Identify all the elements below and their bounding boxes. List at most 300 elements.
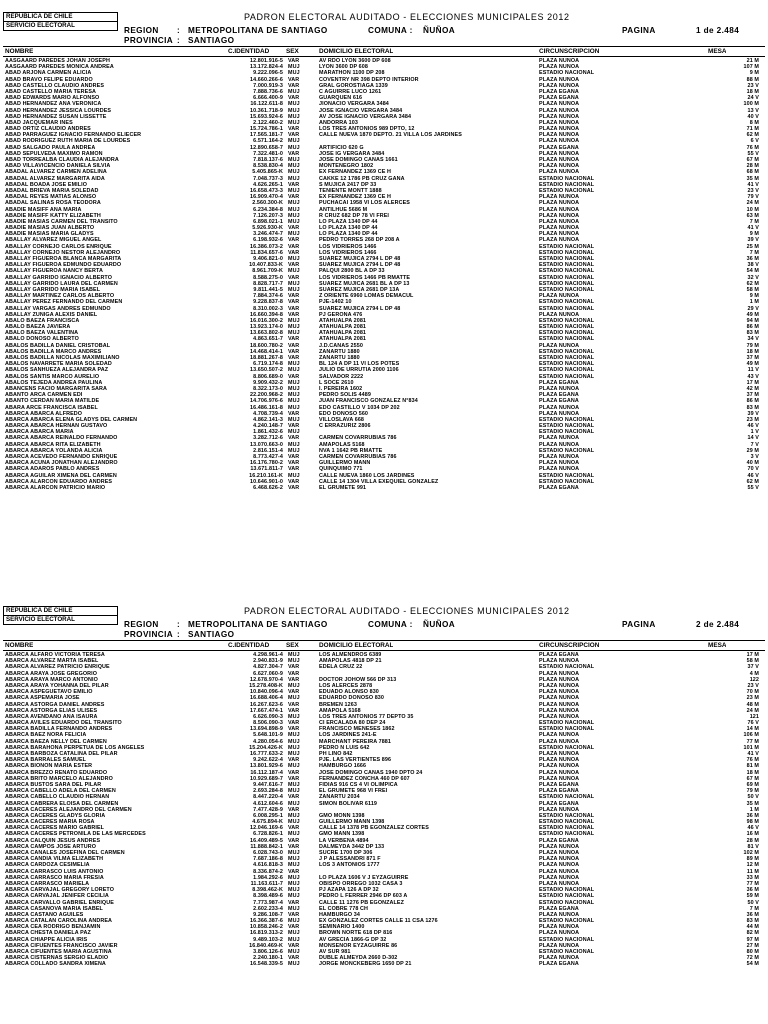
cell-sex: VAR (288, 249, 300, 256)
cell-cidentidad: 6.028.743-0 (253, 850, 283, 856)
cell-circunscripcion: ESTADIO NACIONAL (539, 249, 595, 256)
cell-cidentidad: 16.267.623-6 (250, 701, 283, 708)
table-header (3, 46, 765, 57)
cell-mesa: 68 M (746, 169, 759, 176)
seal-line-republica: REPUBLICA DE CHILE (6, 607, 73, 614)
cell-circunscripcion: ESTADIO NACIONAL (539, 305, 595, 312)
cell-sex: MUJ (288, 286, 300, 293)
cell-nombre: ABARCA CANALES JOSEFINA DEL CARMEN (5, 850, 125, 856)
col-header-domicilio: DOMICILIO ELECTORAL (319, 48, 394, 55)
cell-nombre: ABARCA ABARCA ALFREDO (5, 410, 83, 417)
cell-mesa: 67 M (746, 157, 759, 163)
cell-cidentidad: 12.046.169-6 (250, 825, 283, 832)
cell-cidentidad: 7.322.481-0 (253, 150, 283, 157)
cell-domicilio: LO PLAZA 1340 DP 44 (319, 231, 378, 238)
cell-sex: MUJ (288, 918, 300, 925)
cell-mesa: 83 M (746, 404, 759, 411)
cell-cidentidad: 10.646.901-0 (250, 478, 283, 485)
cell-mesa: 107 M (743, 64, 759, 71)
cell-sex: MUJ (288, 893, 300, 900)
cell-circunscripcion: PLAZA ÑUÑOA (539, 769, 580, 776)
cell-domicilio: EL COBRE 778 CH (319, 905, 369, 912)
cell-sex: MUJ (288, 280, 300, 287)
cell-mesa: 63 M (746, 212, 759, 219)
cell-nombre: ABARCA ALVAREZ MARTA ISABEL (5, 658, 99, 665)
cell-nombre: ABANTO ARCA CARMEN EDI (5, 392, 83, 399)
cell-domicilio: PEDRO L FERRER 2946 DP 603 A (319, 893, 408, 900)
cell-domicilio: ATAHUALPA 2081 (319, 317, 367, 324)
cell-cidentidad: 16.122.611-8 (250, 101, 283, 108)
cell-nombre: ABAD EDWARDS MARIO ALFONSO (5, 95, 100, 102)
cell-mesa: 58 M (746, 658, 759, 665)
cell-domicilio: ANDORRA 103 (319, 119, 358, 126)
cell-circunscripcion: PLAZA ÑUÑOA (539, 385, 580, 392)
cell-nombre: ABALO DONOSO ALBERTO (5, 336, 79, 343)
cell-sex: MUJ (288, 361, 300, 368)
cell-sex: VAR (288, 466, 300, 473)
cell-nombre: ABARCA CACERES PETRONILA DE LAS MERCEDES (5, 831, 146, 838)
cell-mesa: 43 V (747, 373, 759, 380)
cell-circunscripcion: PLAZA ÑUÑOA (539, 911, 580, 918)
cell-cidentidad: 7.126.207-3 (253, 212, 283, 219)
cell-circunscripcion: ESTADIO NACIONAL (539, 893, 595, 900)
cell-nombre: ABALLAY FIGUEROA BLANCA MARGARITA (5, 256, 122, 262)
cell-mesa: 29 V (747, 305, 759, 312)
cell-sex: MUJ (288, 472, 300, 479)
cell-sex: MUJ (288, 330, 300, 337)
cell-cidentidad: 2.122.460-2 (253, 119, 283, 126)
cell-domicilio: EL GRUMETE 991 (319, 484, 367, 491)
cell-sex: MUJ (288, 187, 300, 194)
cell-domicilio: JOSE DOMINGO CAÑAS 1661 (319, 157, 398, 163)
cell-circunscripcion: ESTADIO NACIONAL (539, 447, 595, 454)
cell-mesa: 121 (749, 713, 759, 720)
cell-circunscripcion: PLAZA ÑUÑOA (539, 194, 580, 201)
cell-mesa: 39 V (747, 237, 759, 244)
cell-nombre: ABARCA CHIAPPE ALICIA IRIS (5, 936, 88, 943)
cell-cidentidad: 15.724.786-1 (250, 126, 283, 133)
cell-sex: VAR (288, 775, 300, 782)
cell-domicilio: LOS 3 ANTONIOS 1777 (319, 862, 380, 869)
col-header-nombre: NOMBRE (5, 642, 34, 649)
cell-sex: VAR (288, 274, 300, 281)
cell-domicilio: J P ALESSANDRI 871 F (319, 856, 381, 863)
table-row (3, 485, 765, 491)
cell-cidentidad: 7.884.374-6 (253, 293, 283, 300)
cell-sex: VAR (288, 757, 300, 764)
cell-sex: MUJ (288, 206, 300, 213)
cell-domicilio: AV SUR 981 (319, 949, 351, 955)
cell-nombre: ABAD SALGADO PAULA ANDREA (5, 144, 96, 151)
cell-sex: MUJ (288, 682, 300, 689)
cell-mesa: 77 M (746, 880, 759, 887)
cell-cidentidad: 13.650.507-2 (250, 367, 283, 374)
cell-cidentidad: 6.626.090-3 (253, 713, 283, 720)
cell-domicilio: AV RDO LYON 3600 DP 608 (319, 58, 391, 64)
cell-circunscripcion: PLAZA ÑUÑOA (539, 707, 580, 714)
cell-domicilio: AV JOSE IGNACIO VERGARA 3484 (319, 113, 412, 120)
cell-mesa: 50 V (747, 794, 759, 801)
cell-mesa: 59 M (746, 893, 759, 900)
cell-sex: MUJ (288, 887, 300, 894)
cell-mesa: 46 V (747, 825, 759, 832)
cell-domicilio: MARATHON 1100 DP 208 (319, 70, 385, 77)
cell-mesa: 102 M (743, 850, 759, 856)
col-header-cidentidad: C.IDENTIDAD (228, 642, 270, 649)
cell-nombre: ABARCA ALARCON PATRICIO MARIO (5, 484, 106, 491)
cell-nombre: ABADIE MASIFF ANA MARIA (5, 206, 82, 213)
cell-sex: VAR (288, 454, 300, 460)
cell-nombre: ABARCA ACEVEDO FERNANDO ENRIQUE (5, 454, 118, 460)
cell-cidentidad: 8.588.275-0 (253, 274, 283, 281)
cell-sex: VAR (288, 484, 300, 491)
cell-mesa: 25 M (746, 243, 759, 250)
cell-cidentidad: 16.909.470-4 (250, 194, 283, 201)
cell-mesa: 8 M (749, 119, 759, 126)
cell-mesa: 86 M (746, 324, 759, 331)
cell-mesa: 35 M (746, 800, 759, 807)
cell-cidentidad: 6.666.400-9 (253, 95, 283, 102)
cell-domicilio: MONSEÑOR EYZAGUIRRE 86 (319, 942, 398, 949)
cell-sex: VAR (288, 76, 300, 83)
cell-cidentidad: 8.336.874-2 (253, 868, 283, 875)
cell-domicilio: ATAHUALPA 2081 (319, 330, 367, 337)
cell-domicilio: SUCRE 1700 DP 306 (319, 850, 373, 856)
pagina-label: PAGINA (622, 620, 656, 629)
cell-sex: VAR (288, 410, 300, 417)
cell-cidentidad: 16.688.406-4 (250, 695, 283, 702)
cell-nombre: ABADIE MASIFF KATTY ELIZABETH (5, 212, 101, 219)
region-label: REGION (124, 620, 159, 629)
cell-nombre: ABARCA ARAYA JOSE GREGORIO (5, 670, 98, 677)
cell-domicilio: LOS ALERCES 2878 (319, 682, 373, 689)
cell-nombre: ABARCA CHESTA DANIELA PAZ (5, 930, 91, 937)
cell-sex: MUJ (288, 732, 300, 739)
cell-cidentidad: 8.398.462-K (252, 887, 283, 894)
cell-circunscripcion: PLAZA EGAÑA (539, 95, 579, 102)
cell-mesa: 79 V (747, 194, 759, 201)
cell-cidentidad: 18.881.267-8 (250, 355, 283, 361)
cell-circunscripcion: PLAZA ÑUÑOA (539, 237, 580, 244)
cell-nombre: ABALLAY CORNEJO NESTOR ALEJANDRO (5, 249, 121, 256)
cell-domicilio: TENIENTE MONTT 1888 (319, 187, 382, 194)
cell-cidentidad: 1.984.292-6 (253, 874, 283, 881)
cell-circunscripcion: PLAZA ÑUÑOA (539, 113, 580, 120)
cell-sex: VAR (288, 126, 300, 133)
cell-cidentidad: 12.801.916-5 (250, 58, 283, 64)
cell-sex: MUJ (288, 819, 300, 826)
cell-domicilio: R CRUZ 682 DP 78 VI FREI (319, 212, 390, 219)
cell-cidentidad: 11.834.657-6 (250, 249, 283, 256)
cell-mesa: 79 M (746, 342, 759, 349)
cell-domicilio: PJ GERONA 476 (319, 311, 363, 318)
cell-sex: MUJ (288, 850, 300, 856)
cell-mesa: 24 V (747, 95, 759, 102)
cell-circunscripcion: PLAZA ÑUÑOA (539, 169, 580, 176)
cell-mesa: 46 V (747, 472, 759, 479)
cell-cidentidad: 14.706.976-6 (250, 398, 283, 405)
cell-cidentidad: 2.240.180-1 (253, 955, 283, 962)
cell-mesa: 72 M (746, 955, 759, 962)
cell-domicilio: LOS VIDRIEROS 1466 PB RMATTE (319, 274, 411, 281)
cell-sex: VAR (288, 726, 300, 733)
cell-sex: VAR (288, 825, 300, 832)
cell-cidentidad: 8.322.173-0 (253, 385, 283, 392)
cell-domicilio: GRAL GOROSTIAGA 1339 (319, 82, 388, 89)
cell-mesa: 23 M (746, 695, 759, 702)
cell-domicilio: SUAREZ MUJICA 2794 L DP 48 (319, 262, 401, 269)
cell-sex: MUJ (288, 936, 300, 943)
cell-sex: VAR (288, 311, 300, 318)
cell-mesa: 33 M (746, 874, 759, 881)
cell-sex: VAR (288, 355, 300, 361)
cell-cidentidad: 15.278.408-K (249, 682, 283, 689)
cell-circunscripcion: PLAZA ÑUÑOA (539, 150, 580, 157)
cell-mesa: 100 M (743, 101, 759, 108)
cell-sex: MUJ (288, 175, 300, 182)
region-colon: : (177, 26, 180, 35)
cell-cidentidad: 13.172.824-4 (250, 64, 283, 71)
col-header-mesa: MESA (708, 642, 727, 649)
cell-circunscripcion: PLAZA ÑUÑOA (539, 82, 580, 89)
cell-cidentidad: 2.693.284-8 (253, 788, 283, 795)
cell-domicilio: PJ AZAPA 126 A DP 32 (319, 887, 379, 894)
cell-cidentidad: 7.477.428-9 (253, 806, 283, 813)
cell-domicilio: CALLE NUEVA 1870 DEPTO. 21 VILLA LOS JARDINES (319, 132, 462, 139)
cell-sex: VAR (288, 670, 300, 677)
cell-mesa: 32 V (747, 274, 759, 281)
cell-cidentidad: 13.663.802-8 (250, 330, 283, 337)
cell-nombre: ABANTO CERDAN MARIA MATILDE (5, 398, 100, 405)
cell-cidentidad: 16.366.387-6 (250, 918, 283, 925)
cell-nombre: ABARCA BAEZ NORA FELICIA (5, 732, 87, 739)
cell-cidentidad: 9.489.103-2 (253, 936, 283, 943)
cell-mesa: 71 M (746, 126, 759, 133)
cell-sex: VAR (288, 95, 300, 102)
cell-mesa: 40 M (746, 460, 759, 467)
cell-cidentidad: 8.773.427-4 (253, 454, 283, 460)
cell-circunscripcion: ESTADIO NACIONAL (539, 899, 595, 906)
cell-circunscripcion: PLAZA ÑUÑOA (539, 713, 580, 720)
cell-circunscripcion: PLAZA ÑUÑOA (539, 454, 580, 460)
cell-sex: MUJ (288, 949, 300, 955)
cell-nombre: ABARCA ASTORGA DANIEL ANDRES (5, 701, 105, 708)
cell-sex: VAR (288, 720, 300, 727)
cell-circunscripcion: PLAZA EGAÑA (539, 392, 579, 399)
cell-domicilio: AV GRECIA 1866-G DP 32 (319, 936, 387, 943)
cell-circunscripcion: PLAZA ÑUÑOA (539, 119, 580, 126)
cell-mesa: 14 V (747, 435, 759, 442)
cell-nombre: ABARCA ASPEMARIA JOSE (5, 695, 80, 702)
cell-sex: VAR (288, 664, 300, 671)
cell-cidentidad: 9.406.821-0 (253, 256, 283, 262)
provincia-value: SANTIAGO (188, 630, 235, 639)
page-number: 2 de 2.484 (696, 620, 740, 629)
col-header-domicilio: DOMICILIO ELECTORAL (319, 642, 394, 649)
cell-circunscripcion: PLAZA ÑUÑOA (539, 342, 580, 349)
cell-circunscripcion: ESTADIO NACIONAL (539, 744, 595, 751)
col-header-nombre: NOMBRE (5, 48, 34, 55)
cell-domicilio: PJE-1402 10 (319, 299, 352, 306)
cell-sex: MUJ (288, 324, 300, 331)
cell-cidentidad: 4.612.604-6 (253, 800, 283, 807)
cell-nombre: ABALO BAEZA JAVIERA (5, 324, 71, 331)
cell-nombre: ABARCA CARRASCO MARIA FRESIA (5, 874, 104, 881)
cell-mesa: 17 M (746, 379, 759, 386)
cell-circunscripcion: ESTADIO NACIONAL (539, 181, 595, 188)
cell-mesa: 81 M (746, 763, 759, 770)
cell-nombre: ABALLAY MARTINEZ CARLOS ALBERTO (5, 293, 115, 300)
cell-sex: MUJ (288, 169, 300, 176)
cell-mesa: 9 M (749, 70, 759, 77)
cell-circunscripcion: ESTADIO NACIONAL (539, 330, 595, 337)
cell-cidentidad: 4.280.054-6 (253, 738, 283, 745)
cell-mesa: 11 V (747, 367, 759, 374)
cell-circunscripcion: PLAZA ÑUÑOA (539, 138, 580, 145)
cell-cidentidad: 15.693.924-6 (250, 113, 283, 120)
cell-sex: VAR (288, 181, 300, 188)
cell-cidentidad: 13.923.174-0 (250, 324, 283, 331)
cell-mesa: 44 M (746, 924, 759, 931)
cell-circunscripcion: ESTADIO NACIONAL (539, 256, 595, 262)
cell-domicilio: C ERRAZURIZ 2806 (319, 423, 371, 430)
cell-sex: MUJ (288, 874, 300, 881)
cell-circunscripcion: PLAZA ÑUÑOA (539, 930, 580, 937)
cell-nombre: ABALOS TEJEDA ANDREA PAULINA (5, 379, 103, 386)
cell-circunscripcion: ESTADIO NACIONAL (539, 324, 595, 331)
cell-circunscripcion: PLAZA EGAÑA (539, 144, 579, 151)
cell-nombre: ABADAL BRIEVA MARIA SOLEDAD (5, 187, 99, 194)
comuna-label: COMUNA : (368, 26, 413, 35)
cell-circunscripcion: ESTADIO NACIONAL (539, 70, 595, 77)
cell-circunscripcion: PLAZA ÑUÑOA (539, 466, 580, 473)
cell-cidentidad: 16.840.469-K (249, 942, 283, 949)
cell-sex: VAR (288, 194, 300, 201)
cell-nombre: ABAD CASTELLO CLAUDIO ANDRES (5, 82, 105, 89)
cell-domicilio: ARTIFICIO 620 G (319, 144, 364, 151)
cell-circunscripcion: PLAZA EGAÑA (539, 788, 579, 795)
voter-table (3, 652, 765, 968)
cell-domicilio: SUAREZ MUJICA 2794 L DP 48 (319, 305, 401, 312)
cell-nombre: ABARCA BARBOZA CATALINA DEL PILAR (5, 751, 118, 757)
cell-cidentidad: 11.888.842-1 (250, 843, 283, 850)
cell-cidentidad: 13.070.663-0 (250, 441, 283, 448)
col-header-circunscripcion: CIRCUNSCRIPCION (539, 48, 600, 55)
cell-circunscripcion: ESTADIO NACIONAL (539, 819, 595, 826)
cell-sex: VAR (288, 955, 300, 962)
cell-cidentidad: 6.728.826-1 (253, 831, 283, 838)
cell-circunscripcion: PLAZA ÑUÑOA (539, 862, 580, 869)
seal-line-servicio: SERVICIO ELECTORAL (4, 615, 117, 624)
cell-sex: VAR (288, 435, 300, 442)
cell-domicilio: OBISPO ORREGO 1032 CASA 3 (319, 880, 403, 887)
cell-nombre: ABAD HERNANDEZ ANA VERONICA (5, 101, 102, 108)
cell-mesa: 40 V (747, 113, 759, 120)
cell-circunscripcion: ESTADIO NACIONAL (539, 918, 595, 925)
cell-circunscripcion: ESTADIO NACIONAL (539, 429, 595, 436)
cell-nombre: ABARCA ARAYA MARCO ANTONIO (5, 676, 98, 683)
cell-nombre: ABAD VILLAVICENCIO DANIELA SILVIA (5, 163, 111, 170)
cell-circunscripcion: PLAZA ÑUÑOA (539, 206, 580, 213)
cell-nombre: ABARCA BAEZA NELLY DEL CARMEN (5, 738, 107, 745)
cell-nombre: ABARCA CABRERA ELOISA DEL CARMEN (5, 800, 119, 807)
cell-mesa: 101 M (743, 744, 759, 751)
cell-nombre: ABALLAY GARRIDO MARIA ISABEL (5, 286, 101, 293)
cell-sex: MUJ (288, 862, 300, 869)
cell-circunscripcion: ESTADIO NACIONAL (539, 299, 595, 306)
cell-sex: MUJ (288, 447, 300, 454)
cell-sex: MUJ (288, 812, 300, 819)
cell-domicilio: CI ERCALADA 80 DEP 24 (319, 720, 386, 727)
provincia-label: PROVINCIA (124, 630, 174, 639)
cell-sex: VAR (288, 132, 300, 139)
cell-sex: MUJ (288, 107, 300, 114)
cell-nombre: ABALLAY GARRIDO LAURA DEL CARMEN (5, 280, 118, 287)
cell-cidentidad: 5.405.865-K (252, 169, 283, 176)
cell-nombre: ABARCA CARRASCO MARIELA (5, 880, 90, 887)
cell-circunscripcion: ESTADIO NACIONAL (539, 243, 595, 250)
provincia-colon: : (177, 630, 180, 639)
cell-mesa: 24 M (746, 707, 759, 714)
cell-domicilio: LOS TRES ANTONIOS 989 DPTO, 12 (319, 126, 415, 133)
cell-sex: MUJ (288, 738, 300, 745)
cell-cidentidad: 8.806.689-0 (253, 373, 283, 380)
cell-circunscripcion: PLAZA ÑUÑOA (539, 775, 580, 782)
cell-nombre: ABADAL SALINAS ROSA TEODORA (5, 200, 101, 207)
cell-domicilio: EDO DONOSO 560 (319, 410, 369, 417)
cell-mesa: 62 M (746, 478, 759, 485)
cell-domicilio: BROWN NORTE 618 DP 816 (319, 930, 393, 937)
cell-nombre: ABALOS BADILLA MARCO ANDRES (5, 348, 102, 355)
cell-circunscripcion: ESTADIO NACIONAL (539, 423, 595, 430)
cell-domicilio: DOCTOR JOHOW 566 DP 313 (319, 676, 397, 683)
cell-nombre: AASGAARD PAREDES MONICA ANDREA (5, 64, 114, 71)
cell-circunscripcion: PLAZA ÑUÑOA (539, 757, 580, 764)
cell-sex: VAR (288, 299, 300, 306)
cell-cidentidad: 7.773.987-4 (253, 899, 283, 906)
cell-domicilio: LA VERBENA 4894 (319, 837, 369, 844)
cell-circunscripcion: ESTADIO NACIONAL (539, 472, 595, 479)
cell-nombre: ABAD JACQUEMAR INES (5, 119, 73, 126)
cell-sex: VAR (288, 293, 300, 300)
cell-nombre: ABALO BAEZA VALENTINA (5, 330, 79, 337)
cell-cidentidad: 13.671.811-7 (250, 466, 283, 473)
cell-nombre: ABAD HERNANDEZ JESSICA LOURDES (5, 107, 112, 114)
cell-nombre: ABARCA AVILES EDUARDO DEL TRANSITO (5, 720, 122, 727)
cell-cidentidad: 15.204.426-K (249, 744, 283, 751)
cell-sex: MUJ (288, 88, 300, 95)
cell-nombre: ABARCA ABARCA MARIA (5, 429, 74, 436)
cell-cidentidad: 17.565.181-7 (250, 132, 283, 139)
cell-mesa: 81 V (747, 843, 759, 850)
cell-domicilio: JOSE IGNACIO VERGARA 3484 (319, 107, 403, 114)
cell-cidentidad: 9.222.096-5 (253, 70, 283, 77)
cell-sex: MUJ (288, 404, 300, 411)
cell-nombre: ABARCA BADILLA FERNANDO ANDRES (5, 726, 113, 733)
cell-circunscripcion: ESTADIO NACIONAL (539, 262, 595, 269)
comuna-value: ÑUÑOA (423, 620, 456, 629)
cell-nombre: ABARCA CARVAJAL GREGORY LORETO (5, 887, 115, 894)
cell-sex: MUJ (288, 781, 300, 788)
cell-nombre: ABAD ARJONA CARMEN ALICIA (5, 70, 92, 77)
cell-circunscripcion: PLAZA ÑUÑOA (539, 410, 580, 417)
region-label: REGION (124, 26, 159, 35)
cell-cidentidad: 16.486.161-8 (250, 404, 283, 411)
cell-cidentidad: 4.827.304-7 (253, 664, 283, 671)
cell-domicilio: CALLE 14 1304 VILLA EXEQUIEL GONZALEZ (319, 478, 439, 485)
cell-circunscripcion: PLAZA ÑUÑOA (539, 689, 580, 696)
cell-circunscripcion: PLAZA ÑUÑOA (539, 293, 580, 300)
